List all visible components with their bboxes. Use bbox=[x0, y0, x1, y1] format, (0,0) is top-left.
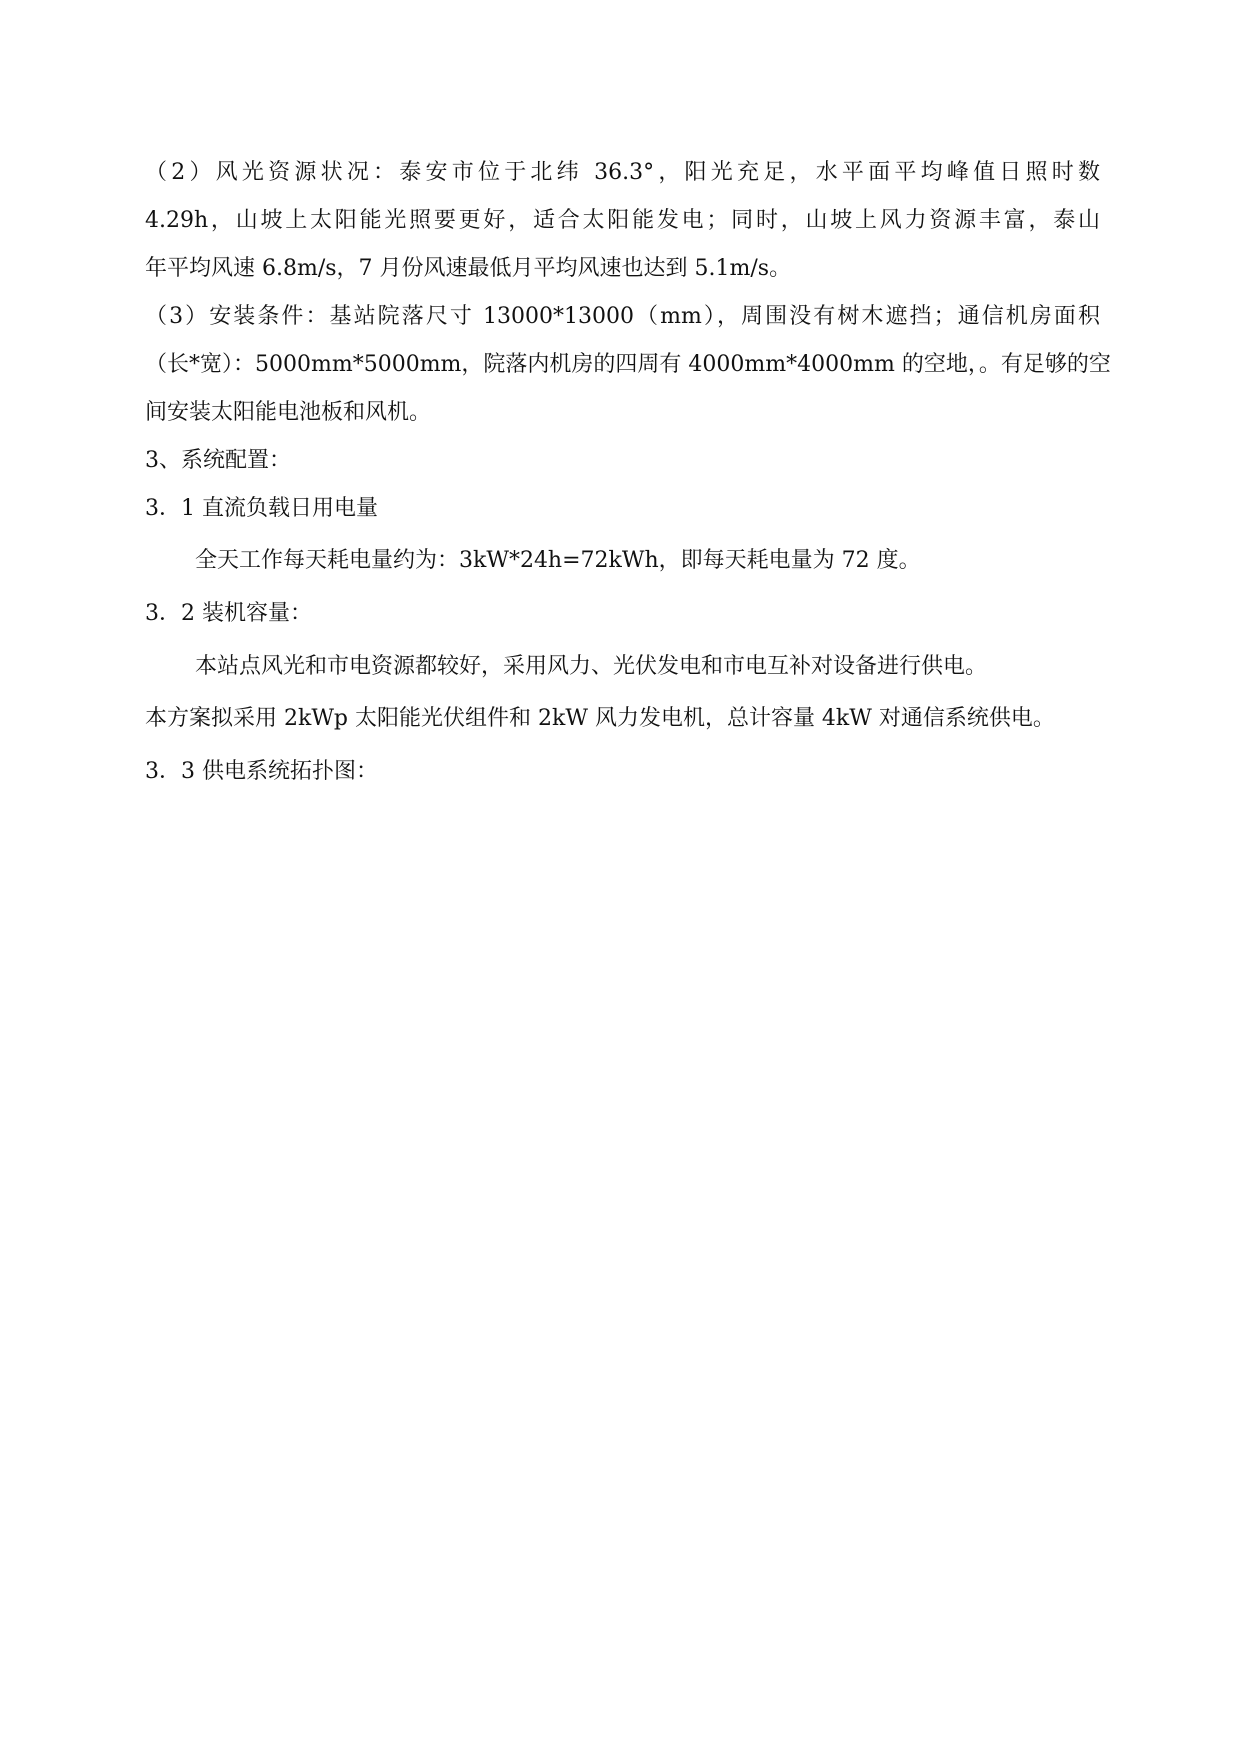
install-line-2: （长*宽）：5000mm*5000mm，院落内机房的四周有 4000mm*4000mm 的空地，。有足够的空 bbox=[145, 352, 1111, 377]
wind-solar-line-2: 4.29h，山坡上太阳能光照要更好，适合太阳能发电；同时，山坡上风力资源丰富，泰山 bbox=[145, 208, 1100, 233]
wind-solar-line-3: 年平均风速 6.8m/s，7 月份风速最低月平均风速也达到 5.1m/s。 bbox=[145, 256, 792, 281]
section-3-1-heading: 3．1 直流负载日用电量 bbox=[145, 496, 378, 521]
section-3-2-heading: 3．2 装机容量： bbox=[145, 601, 312, 626]
section-3-3-heading: 3．3 供电系统拓扑图： bbox=[145, 759, 378, 784]
wind-solar-line-1: （2）风光资源状况：泰安市位于北纬 36.3°，阳光充足，水平面平均峰值日照时数 bbox=[145, 160, 1100, 185]
section-3-2-line-2: 本方案拟采用 2kWp 太阳能光伏组件和 2kW 风力发电机，总计容量 4kW 对通信系统供电。 bbox=[145, 706, 1055, 731]
install-line-1: （3）安装条件：基站院落尺寸 13000*13000（mm），周围没有树木遮挡；通信机房面积 bbox=[145, 304, 1100, 329]
section-3-heading: 3、系统配置： bbox=[145, 448, 291, 473]
section-3-1-body: 全天工作每天耗电量约为：3kW*24h=72kWh，即每天耗电量为 72 度。 bbox=[195, 548, 921, 573]
section-3-2-line-1: 本站点风光和市电资源都较好，采用风力、光伏发电和市电互补对设备进行供电。 bbox=[195, 654, 988, 679]
install-line-3: 间安装太阳能电池板和风机。 bbox=[145, 400, 432, 425]
